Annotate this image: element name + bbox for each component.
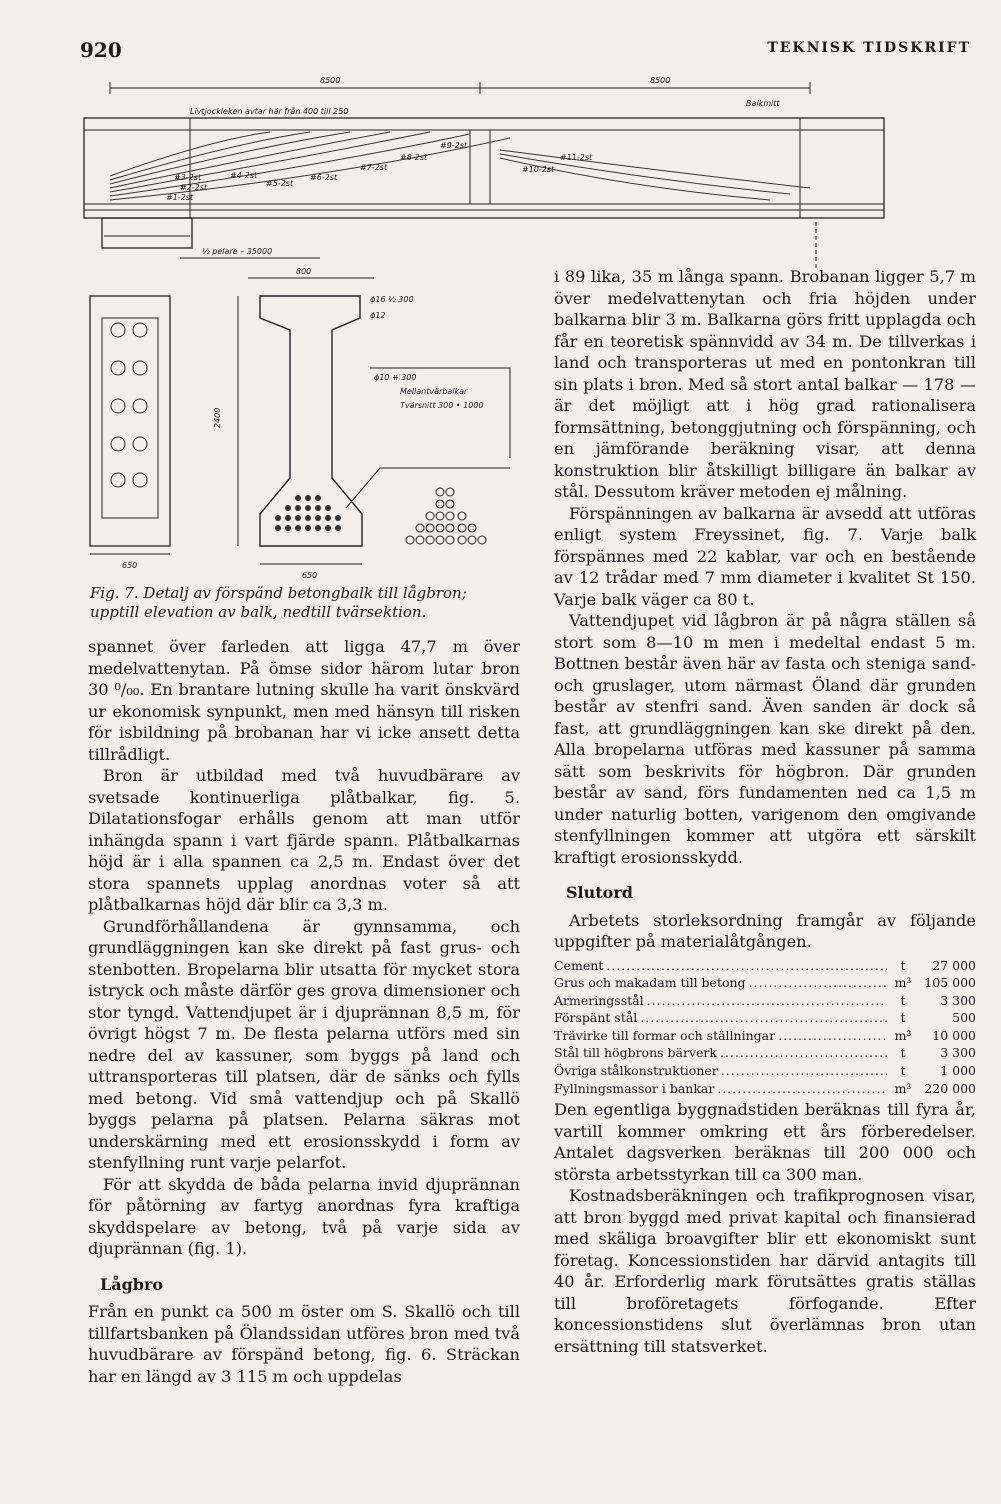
page-number: 920 (80, 38, 122, 62)
paragraph: Den egentliga byggnadstiden beräknas till fyra år, vartill kommer omkring ett års förberedelser. Antalet dagsverken beräknas till 200 000 och största arbetsstyrkan till ca 300 man. (554, 1100, 976, 1184)
svg-text:#6-2st: #6-2st (310, 173, 338, 182)
pier-label: ½ pelare – 35000 (202, 247, 273, 256)
svg-text:#5-2st: #5-2st (266, 179, 294, 188)
table-row: Armeringsstål ..... t 3 300 (554, 992, 976, 1010)
right-column (554, 266, 976, 1357)
height-label: 2400 (213, 407, 222, 428)
flange-width-label: 800 (296, 267, 312, 276)
paragraph: Förspänningen av balkarna är avsedd att utföras enligt system Freyssinet, fig. 7. Varje balk förspännes med 22 kablar, var och en bestående av 12 trådar med 7 mm diameter i kvalitet St 150. Varje balk väger ca 80 t. (554, 503, 976, 609)
table-row: Förspänt stål ..... t 500 (554, 1009, 976, 1027)
section-heading-slutord: Slutord (566, 883, 633, 902)
table-row: Stål till högbrons bärverk ..... t 3 300 (554, 1044, 976, 1062)
materials-table (554, 957, 976, 1098)
section-heading-lagbro: Lågbro (100, 1274, 164, 1294)
crosssection-label: Tvärsnitt 300 • 1000 (400, 401, 484, 410)
paragraph: spannet över farleden att ligga 47,7 m över medelvattenytan. På ömse sidor härom lutar bron 30 ⁰/₀₀. En brantare lutning skulle ha varit önskvärd ur ekonomisk synpunkt, men med hänsyn till risken för isbildning på brobanan har vi icke ansett detta tillrådligt. (88, 637, 520, 764)
web-note-label: Livtjockleken avtar här från 400 till 250 (190, 107, 349, 116)
left-column (88, 636, 520, 1387)
end-width-label: 650 (122, 561, 138, 570)
rebar-label-1: ϕ16 ½ 300 (370, 295, 414, 304)
bottom-width-label: 650 (302, 571, 318, 580)
table-row: Trävirke till formar och ställningar ..... m³ 10 000 (554, 1027, 976, 1045)
end-label: Balkmitt (746, 99, 780, 108)
svg-text:#10-2st: #10-2st (522, 165, 555, 174)
paragraph: För att skydda de båda pelarna invid djuprännan för påtörning av fartyg anordnas fyra kraftiga skyddspelare av betong, två på varje sida av djuprännan (fig. 1). (88, 1174, 520, 1258)
svg-text:#8-2st: #8-2st (400, 153, 428, 162)
svg-text:#9-2st: #9-2st (440, 141, 468, 150)
paragraph: Vattendjupet vid lågbron är på några ställen så stort som 8—10 m men i medeltal endast 5 m. Bottnen består även här av fasta och steniga sand- och gruslager, utom närmast Öland där grunden består av stenfri sand. Även sanden är dock så fast, att grundläggningen kan ske direkt på den. Alla bropelarna utföras med kassuner på samma sätt som beskrivits för högbron. Där grunden består av sand, förs fundamenten ned ca 1,5 m under naturlig botten, varigenom den omgivande stenfyllningen kommer att utgöra ett särskilt kraftigt erosionsskydd. (554, 611, 976, 867)
svg-text:#3-2st: #3-2st (174, 173, 202, 182)
dim-label-right: 8500 (650, 76, 671, 85)
paragraph: Från en punkt ca 500 m öster om S. Skallö och till tillfartsbanken på Ölandssidan utföres bron med två huvudbärare av förspänd betong, fig. 6. Sträckan har en längd av 3 115 m och uppdelas (88, 1302, 520, 1386)
table-row: Cement ..... t 27 000 (554, 957, 976, 975)
svg-text:#2-2st: #2-2st (180, 183, 208, 192)
figure-caption: Fig. 7. Detalj av förspänd betongbalk till lågbron; upptill elevation av balk, nedtill tvärsektion. (90, 584, 467, 621)
paragraph: i 89 lika, 35 m långa spann. Brobanan ligger 5,7 m över medelvattenytan och fria höjden under balkarna blir 3 m. Balkarna görs fritt upplagda och får en teoretisk spännvidd av 34 m. De tillverkas i land och transporteras ut med en pontonkran till sin plats i bron. Med så stort antal balkar — 178 — är det möjligt att i hög grad rationalisera formsättning, betonggjutning och förspänning, och en jämförande beräkning visar, att denna konstruktion blir åtskilligt billigare än balkar av stål. Dessutom kräver metoden ej målning. (554, 267, 976, 501)
paragraph: Bron är utbildad med två huvudbärare av svetsade kontinuerliga plåtbalkar, fig. 5. Dilatationsfogar erhålls genom att man utför inhängda spann i vart fjärde spann. Plåtbalkarnas höjd är i alla spannen ca 2,5 m. Endast över det stora spannets upplag anordnas voter så att plåtbalkarnas höjd där blir ca 3,3 m. (88, 766, 520, 914)
rebar-label-3: ϕ10 ⧺ 300 (374, 373, 417, 382)
crossbeam-label: Mellantvärbalkar (400, 387, 468, 396)
paragraph: Arbetets storleksordning framgår av följande uppgifter på materialåtgången. (554, 910, 976, 951)
svg-text:#11-2st: #11-2st (560, 153, 593, 162)
svg-text:#7-2st: #7-2st (360, 163, 388, 172)
svg-text:#4-2st: #4-2st (230, 171, 258, 180)
table-row: Grus och makadam till betong ..... m³ 105 000 (554, 974, 976, 992)
rebar-label-2: ϕ12 (370, 311, 386, 320)
svg-text:#1-2st: #1-2st (166, 193, 194, 202)
paragraph: Grundförhållandena är gynnsamma, och grundläggningen kan ske direkt på fast grus- och stenbotten. Bropelarna blir utsatta för mycket stora istryck och måste därför ges grova dimensioner och stor tyngd. Vattendjupet är i djuprännan 8,5 m, för övrigt högst 7 m. De flesta pelarna utförs med sin nedre del av kassuner, som byggs på land och uttransporteras till platsen, där de sänks och fylls med betong. Vid små vattendjup och på Skallö byggs pelarna på platsen. Pelarna säkras mot underskärning med ett erosionsskydd i form av stenfyllning runt varje pelarfot. (88, 916, 520, 1172)
table-row: Fyllningsmassor i bankar ..... m³ 220 000 (554, 1080, 976, 1098)
journal-title: TEKNISK TIDSKRIFT (767, 40, 971, 56)
table-row: Övriga stålkonstruktioner ..... t 1 000 (554, 1062, 976, 1080)
dim-label-left: 8500 (320, 76, 341, 85)
paragraph: Kostnadsberäkningen och trafikprognosen visar, att bron byggd med privat kapital och finansierad med skäliga broavgifter blir ett ekonomiskt sunt företag. Koncessionstiden har därvid antagits till 40 år. Erforderlig mark förutsättes gratis ställas till broföretagets förfogande. Efter koncessionstidens slut överlämnas bron utan ersättning till statsverket. (554, 1186, 976, 1356)
